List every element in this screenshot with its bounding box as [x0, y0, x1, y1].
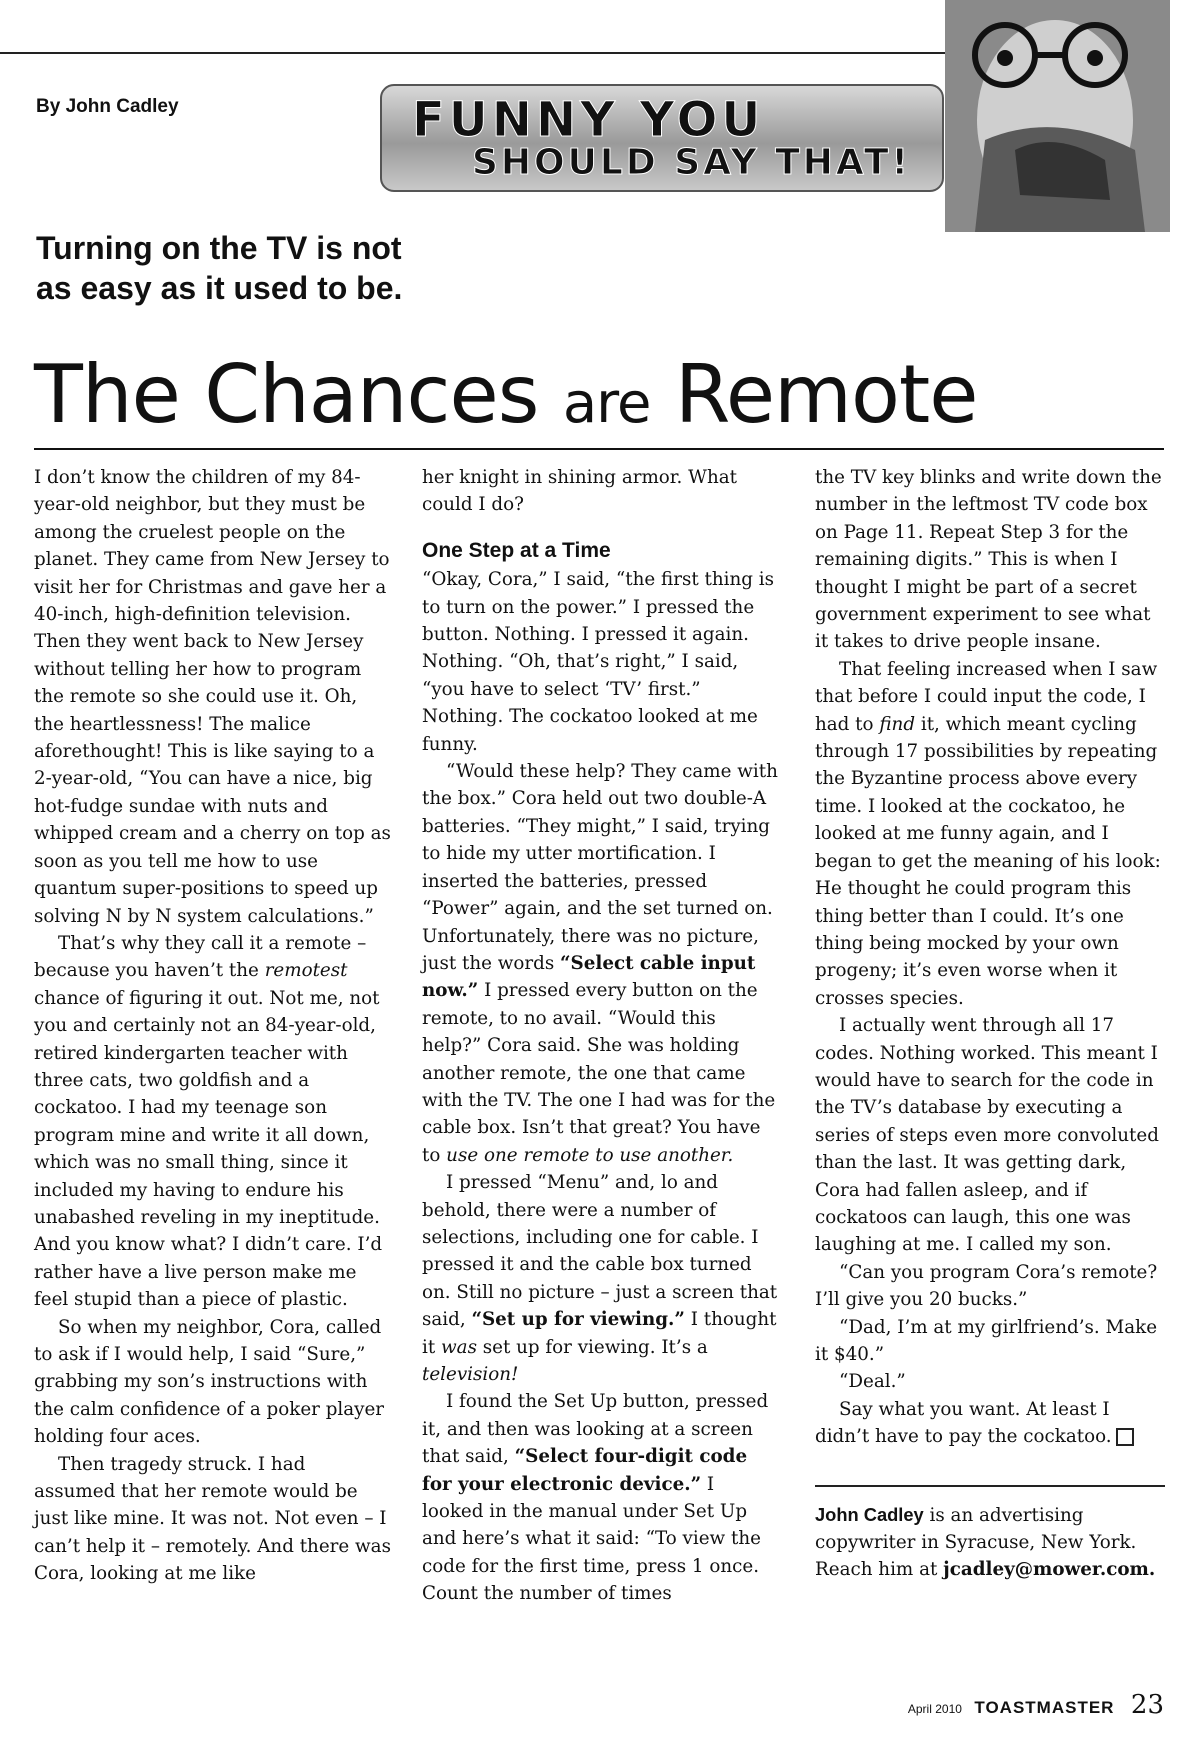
issue-date: April 2010: [907, 1702, 962, 1716]
paragraph: “Would these help? They came with the box.” Cora held out two double-A batteries. “They might,” I said, trying to hide my utter mortification. I inserted the batteries, pressed “Power” again, and the set turned on. Unfortunately, there was no picture, just the words “Select cable input now.” I pressed every button on the remote, to no avail. “Would this help?” Cora said. She was holding another remote, the one that came with the TV. The one I had was for the cable box. Isn’t that great? You have to use one remote to use another.: [422, 761, 778, 1166]
author-bio: John Cadley is an advertising copywriter in Syracuse, New York. Reach him at jcadley@mower.com.: [815, 1503, 1156, 1581]
paragraph: I found the Set Up button, pressed it, and then was looking at a screen that said, “Select four-digit code for your electronic device.” I looked in the manual under Set Up and here’s what it said: “To view the code for the first time, press 1 once. Count the number of times: [422, 1391, 769, 1605]
banner-line-2: SHOULD SAY THAT!: [472, 142, 911, 183]
column-3: [815, 464, 1165, 1584]
column-1: [34, 464, 392, 1588]
author-email-link[interactable]: jcadley@mower.com.: [943, 1559, 1156, 1581]
title-rule: [34, 448, 1164, 450]
section-heading: One Step at a Time: [422, 538, 611, 562]
byline: By John Cadley: [36, 96, 179, 117]
magazine-name: TOASTMASTER: [974, 1698, 1115, 1717]
paragraph: “Can you program Cora’s remote? I’ll give you 20 bucks.”: [815, 1261, 1158, 1311]
paragraph: I pressed “Menu” and, lo and behold, there were a number of selections, including one for cable. I pressed it and the cable box turned on. Still no picture – just a screen that said, “Set up for viewing.” I thought it was set up for viewing. It’s a television!: [422, 1172, 778, 1385]
paragraph: I don’t know the children of my 84-year-old neighbor, but they must be among the cruelest people on the planet. They came from New Jersey to visit her for Christmas and gave her a 40-inch, high-definition television. Then they went back to New Jersey without telling her how to program the remote so she could use it. Oh, the heartlessness! The malice aforethought! This is like saying to a 2-year-old, “You can have a nice, big hot-fudge sundae with nuts and whipped cream and a cherry on top as soon as you tell me how to use quantum super-positions to speed up solving N by N system calculations.”: [34, 467, 391, 927]
paragraph: Then tragedy struck. I had assumed that her remote would be just like mine. It was not. Not even – I can’t help it – remotely. And there was Cora, looking at me like: [34, 1453, 391, 1585]
column-banner: [380, 84, 944, 192]
column-2: [422, 464, 780, 1608]
paragraph: That feeling increased when I saw that before I could input the code, I had to find it, which meant cycling through 17 possibilities by repeating the Byzantine process above every time. I looked at the cockatoo, he looked at me funny again, and I began to get the meaning of his look: He thought he could program this thing better than I could. It’s one thing being mocked by your own progeny; it’s even worse when it crosses species.: [815, 658, 1161, 1009]
paragraph: “Okay, Cora,” I said, “the first thing is to turn on the power.” I pressed the button. Nothing. I pressed it again. Nothing. “Oh, that’s right,” I said, “you have to select ‘TV’ first.” Nothing. The cockatoo looked at me funny.: [422, 569, 774, 755]
end-mark-icon: [1116, 1428, 1134, 1446]
paragraph: “Dad, I’m at my girlfriend’s. Make it $40.”: [815, 1316, 1158, 1365]
page-number: 23: [1130, 1690, 1164, 1720]
page-footer: [908, 1690, 1164, 1720]
subhead: Turning on the TV is not as easy as it used to be.: [36, 230, 403, 306]
title-word-1: The Chances: [34, 348, 539, 441]
banner-line-1: FUNNY YOU: [412, 92, 765, 148]
paragraph: Say what you want. At least I didn’t have to pay the cockatoo.: [815, 1396, 1165, 1451]
title-word-3: Remote: [674, 348, 978, 441]
paragraph: her knight in shining armor. What could I do?: [422, 467, 737, 516]
paragraph: That’s why they call it a remote – because you haven’t the remotest chance of figuring it out. Not me, not you and certainly not an 84-year-old, retired kindergarten teacher with three cats, two goldfish and a cockatoo. I had my teenage son program mine and write it all down, which was no small thing, since it included my having to endure his unabashed reveling in my ineptitude. And you know what? I didn’t care. I’d rather have a live person make me feel stupid than a piece of plastic.: [34, 932, 383, 1311]
article-title: [34, 348, 978, 441]
author-photo: [945, 0, 1170, 232]
paragraph: the TV key blinks and write down the number in the leftmost TV code box on Page 11. Repeat Step 3 for the remaining digits.” This is when I thought I might be part of a secret government experiment to see what it takes to drive people insane.: [815, 467, 1162, 653]
bio-name: John Cadley: [815, 1503, 924, 1525]
paragraph: So when my neighbor, Cora, called to ask if I would help, I said “Sure,” grabbing my son’s instructions with the calm confidence of a poker player holding four aces.: [34, 1316, 385, 1448]
author-portrait-icon: [945, 0, 1170, 232]
paragraph: I actually went through all 17 codes. Nothing worked. This meant I would have to search for the code in the TV’s database by executing a series of steps even more convoluted than the last. It was getting dark, Cora had fallen asleep, and if cockatoos can laugh, this one was laughing at me. I called my son.: [815, 1015, 1159, 1256]
paragraph: “Deal.”: [839, 1371, 906, 1393]
bio-rule: [815, 1485, 1165, 1487]
title-word-2: are: [562, 371, 651, 436]
